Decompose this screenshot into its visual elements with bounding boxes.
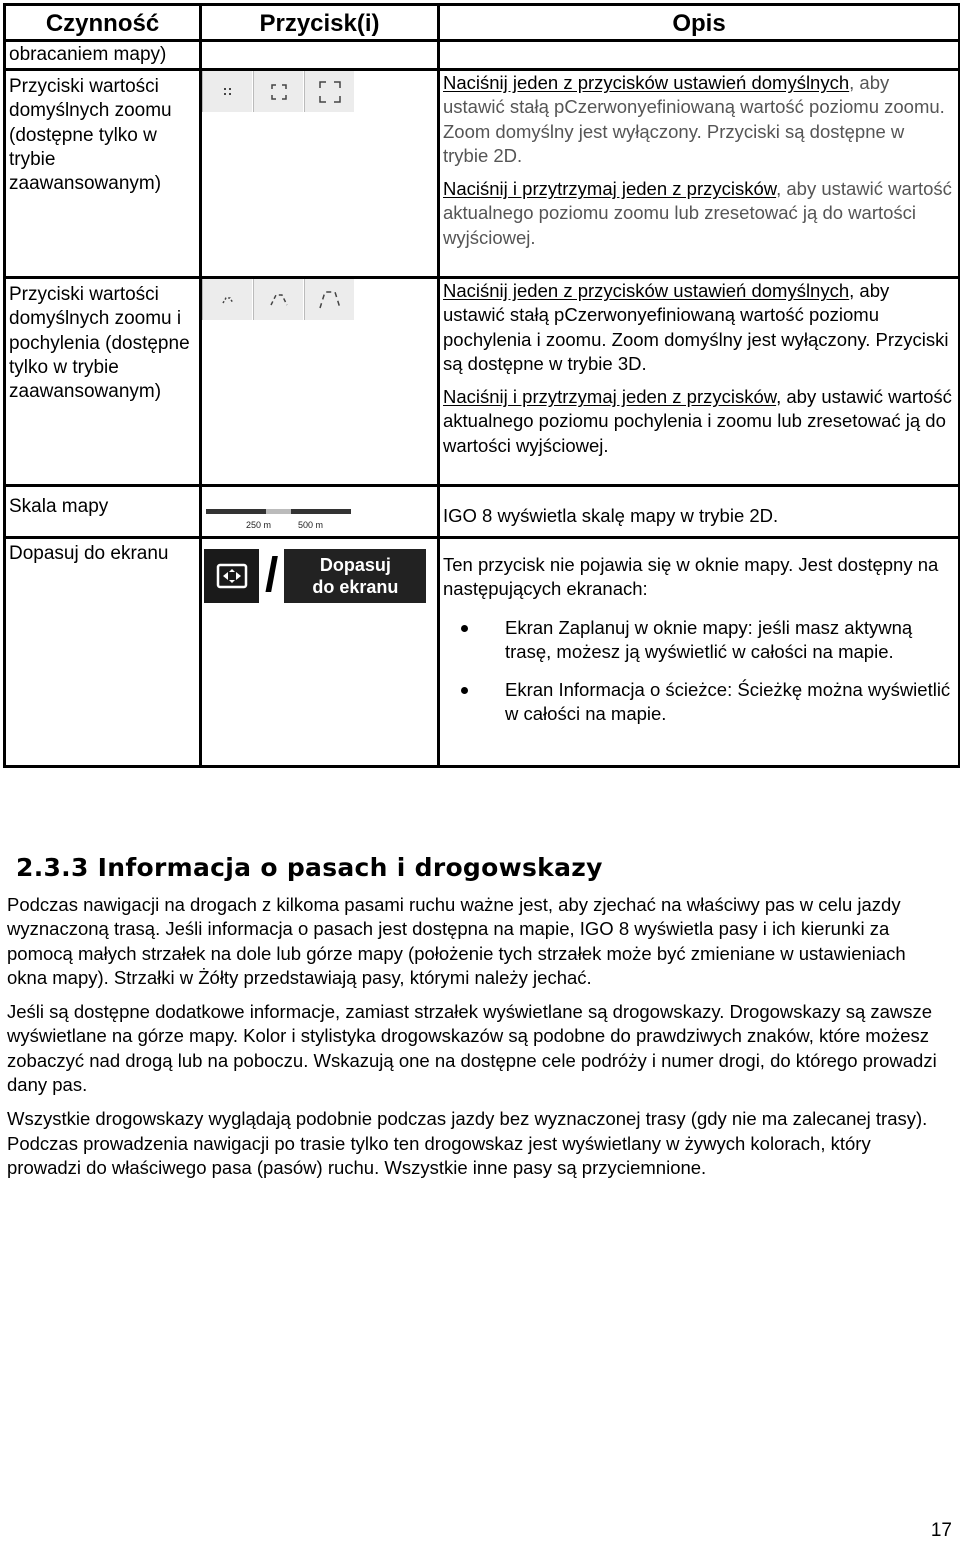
- list-item: Ekran Zaplanuj w oknie mapy: jeśli masz aktywną trasę, możesz ją wyświetlić w całości na mapie.: [443, 616, 952, 665]
- row-action: obracaniem mapy): [9, 44, 167, 65]
- row-description: IGO 8 wyświetla skalę mapy w trybie 2D.: [443, 505, 779, 526]
- functions-table: [3, 3, 960, 768]
- table-row: [5, 278, 960, 486]
- paragraph: Jeśli są dostępne dodatkowe informacje, zamiast strzałek wyświetlane są drogowskazy. Drogowskazy są zawsze wyświetlane na górze mapy. Kolor i stylistyka drogowskazów są podobne do prawdziwych znaków, które możesz zobaczyć nad drogą lub na poboczu. Wskazują one na dostępne cele podróży i numer drogi, do którego prowadzi dany pas.: [7, 1001, 937, 1096]
- row-description: , aby ustawić stałą pCzerwonyefiniowaną wartość poziomu pochylenia i zoomu. Zoom domyślny jest wyłączony. Przyciski są dostępne w trybie 3D.: [443, 280, 949, 374]
- instruction-link: Naciśnij i przytrzymaj jeden z przycisków: [443, 386, 777, 408]
- paragraph: Wszystkie drogowskazy wyglądają podobnie podczas jazdy bez wyznaczonej trasy (gdy nie ma zalecanej trasy). Podczas prowadzenia nawigacji po trasie tylko ten drogowskaz jest wyświetlany w żywych kolorach, który prowadzi do właściwego pasa (pasów) ruchu. Wszystkie inne pasy są przyciemnione.: [7, 1108, 928, 1178]
- fit-to-screen-buttons: [204, 549, 437, 603]
- row-description: , aby ustawić wartość aktualnego poziomu zoomu lub zresetować ją do wartości wyjściowej.: [443, 178, 952, 248]
- scale-label-500: 500 m: [298, 520, 324, 530]
- instruction-link: Naciśnij jeden z przycisków ustawień domyślnych: [443, 280, 850, 301]
- table-row: [5, 70, 960, 278]
- zoom-preset-buttons: [202, 71, 437, 112]
- table-row: [5, 486, 960, 538]
- zoom-preset-medium-icon[interactable]: [253, 71, 304, 112]
- row-action: Skala mapy: [9, 496, 109, 517]
- header-buttons: Przycisk(i): [201, 5, 439, 41]
- paragraph: Podczas nawigacji na drogach z kilkoma pasami ruchu ważne jest, aby zjechać na właściwy pas w celu jazdy wyznaczoną trasą. Jeśli informacja o pasach jest dostępna na mapie, IGO 8 wyświetla pasy i ich kierunki za pomocą małych strzałek na dole lub górze mapy (położenie tych strzałek może być zmieniane w ustawieniach okna mapy). Strzałki w Żółty przedstawiają pasy, którymi należy jechać.: [7, 894, 906, 988]
- header-action: Czynność: [5, 5, 201, 41]
- row-description: Ten przycisk nie pojawia się w oknie mapy. Jest dostępny na następujących ekranach:: [443, 554, 939, 600]
- tilt-preset-large-icon[interactable]: [304, 279, 355, 320]
- map-scale-bar: [206, 509, 437, 536]
- section-heading: 2.3.3 Informacja o pasach i drogowskazy: [16, 853, 603, 882]
- row-action: Przyciski wartości domyślnych zoomu i pochylenia (dostępne tylko w trybie zaawansowanym): [9, 284, 190, 403]
- fit-button-label-line2: do ekranu: [312, 577, 399, 597]
- separator-slash-icon: /: [265, 549, 279, 602]
- instruction-link: Naciśnij jeden z przycisków ustawień domyślnych: [443, 72, 850, 93]
- zoom-preset-small-icon[interactable]: [202, 71, 253, 112]
- row-action: Przyciski wartości domyślnych zoomu (dostępne tylko w trybie zaawansowanym): [9, 76, 172, 195]
- tilt-preset-medium-icon[interactable]: [253, 279, 304, 320]
- fit-to-screen-button[interactable]: [284, 549, 426, 603]
- zoom-tilt-preset-buttons: [202, 279, 437, 320]
- table-header-row: [5, 5, 960, 41]
- row-action: Dopasuj do ekranu: [9, 543, 169, 564]
- zoom-preset-large-icon[interactable]: [304, 71, 355, 112]
- row-description: , aby ustawić wartość aktualnego poziomu pochylenia i zoomu lub zresetować ją do wartości wyjściowej.: [443, 386, 952, 456]
- instruction-link: Naciśnij i przytrzymaj jeden z przycisków: [443, 178, 777, 200]
- header-description: Opis: [439, 5, 960, 41]
- tilt-preset-small-icon[interactable]: [202, 279, 253, 320]
- table-row: [5, 538, 960, 767]
- list-item: Ekran Informacja o ścieżce: Ścieżkę można wyświetlić w całości na mapie.: [443, 678, 952, 727]
- fit-to-screen-icon[interactable]: [204, 549, 259, 603]
- scale-label-250: 250 m: [246, 520, 272, 530]
- table-row: [5, 41, 960, 70]
- row-description: , aby ustawić stałą pCzerwonyefiniowaną wartość poziomu zoomu. Zoom domyślny jest wyłączony. Przyciski są dostępne w trybie 2D.: [443, 72, 945, 166]
- fit-button-label-line1: Dopasuj: [319, 555, 391, 575]
- bullet-list: [443, 616, 952, 727]
- section-body: [7, 893, 942, 1190]
- page-number: 17: [930, 1520, 952, 1541]
